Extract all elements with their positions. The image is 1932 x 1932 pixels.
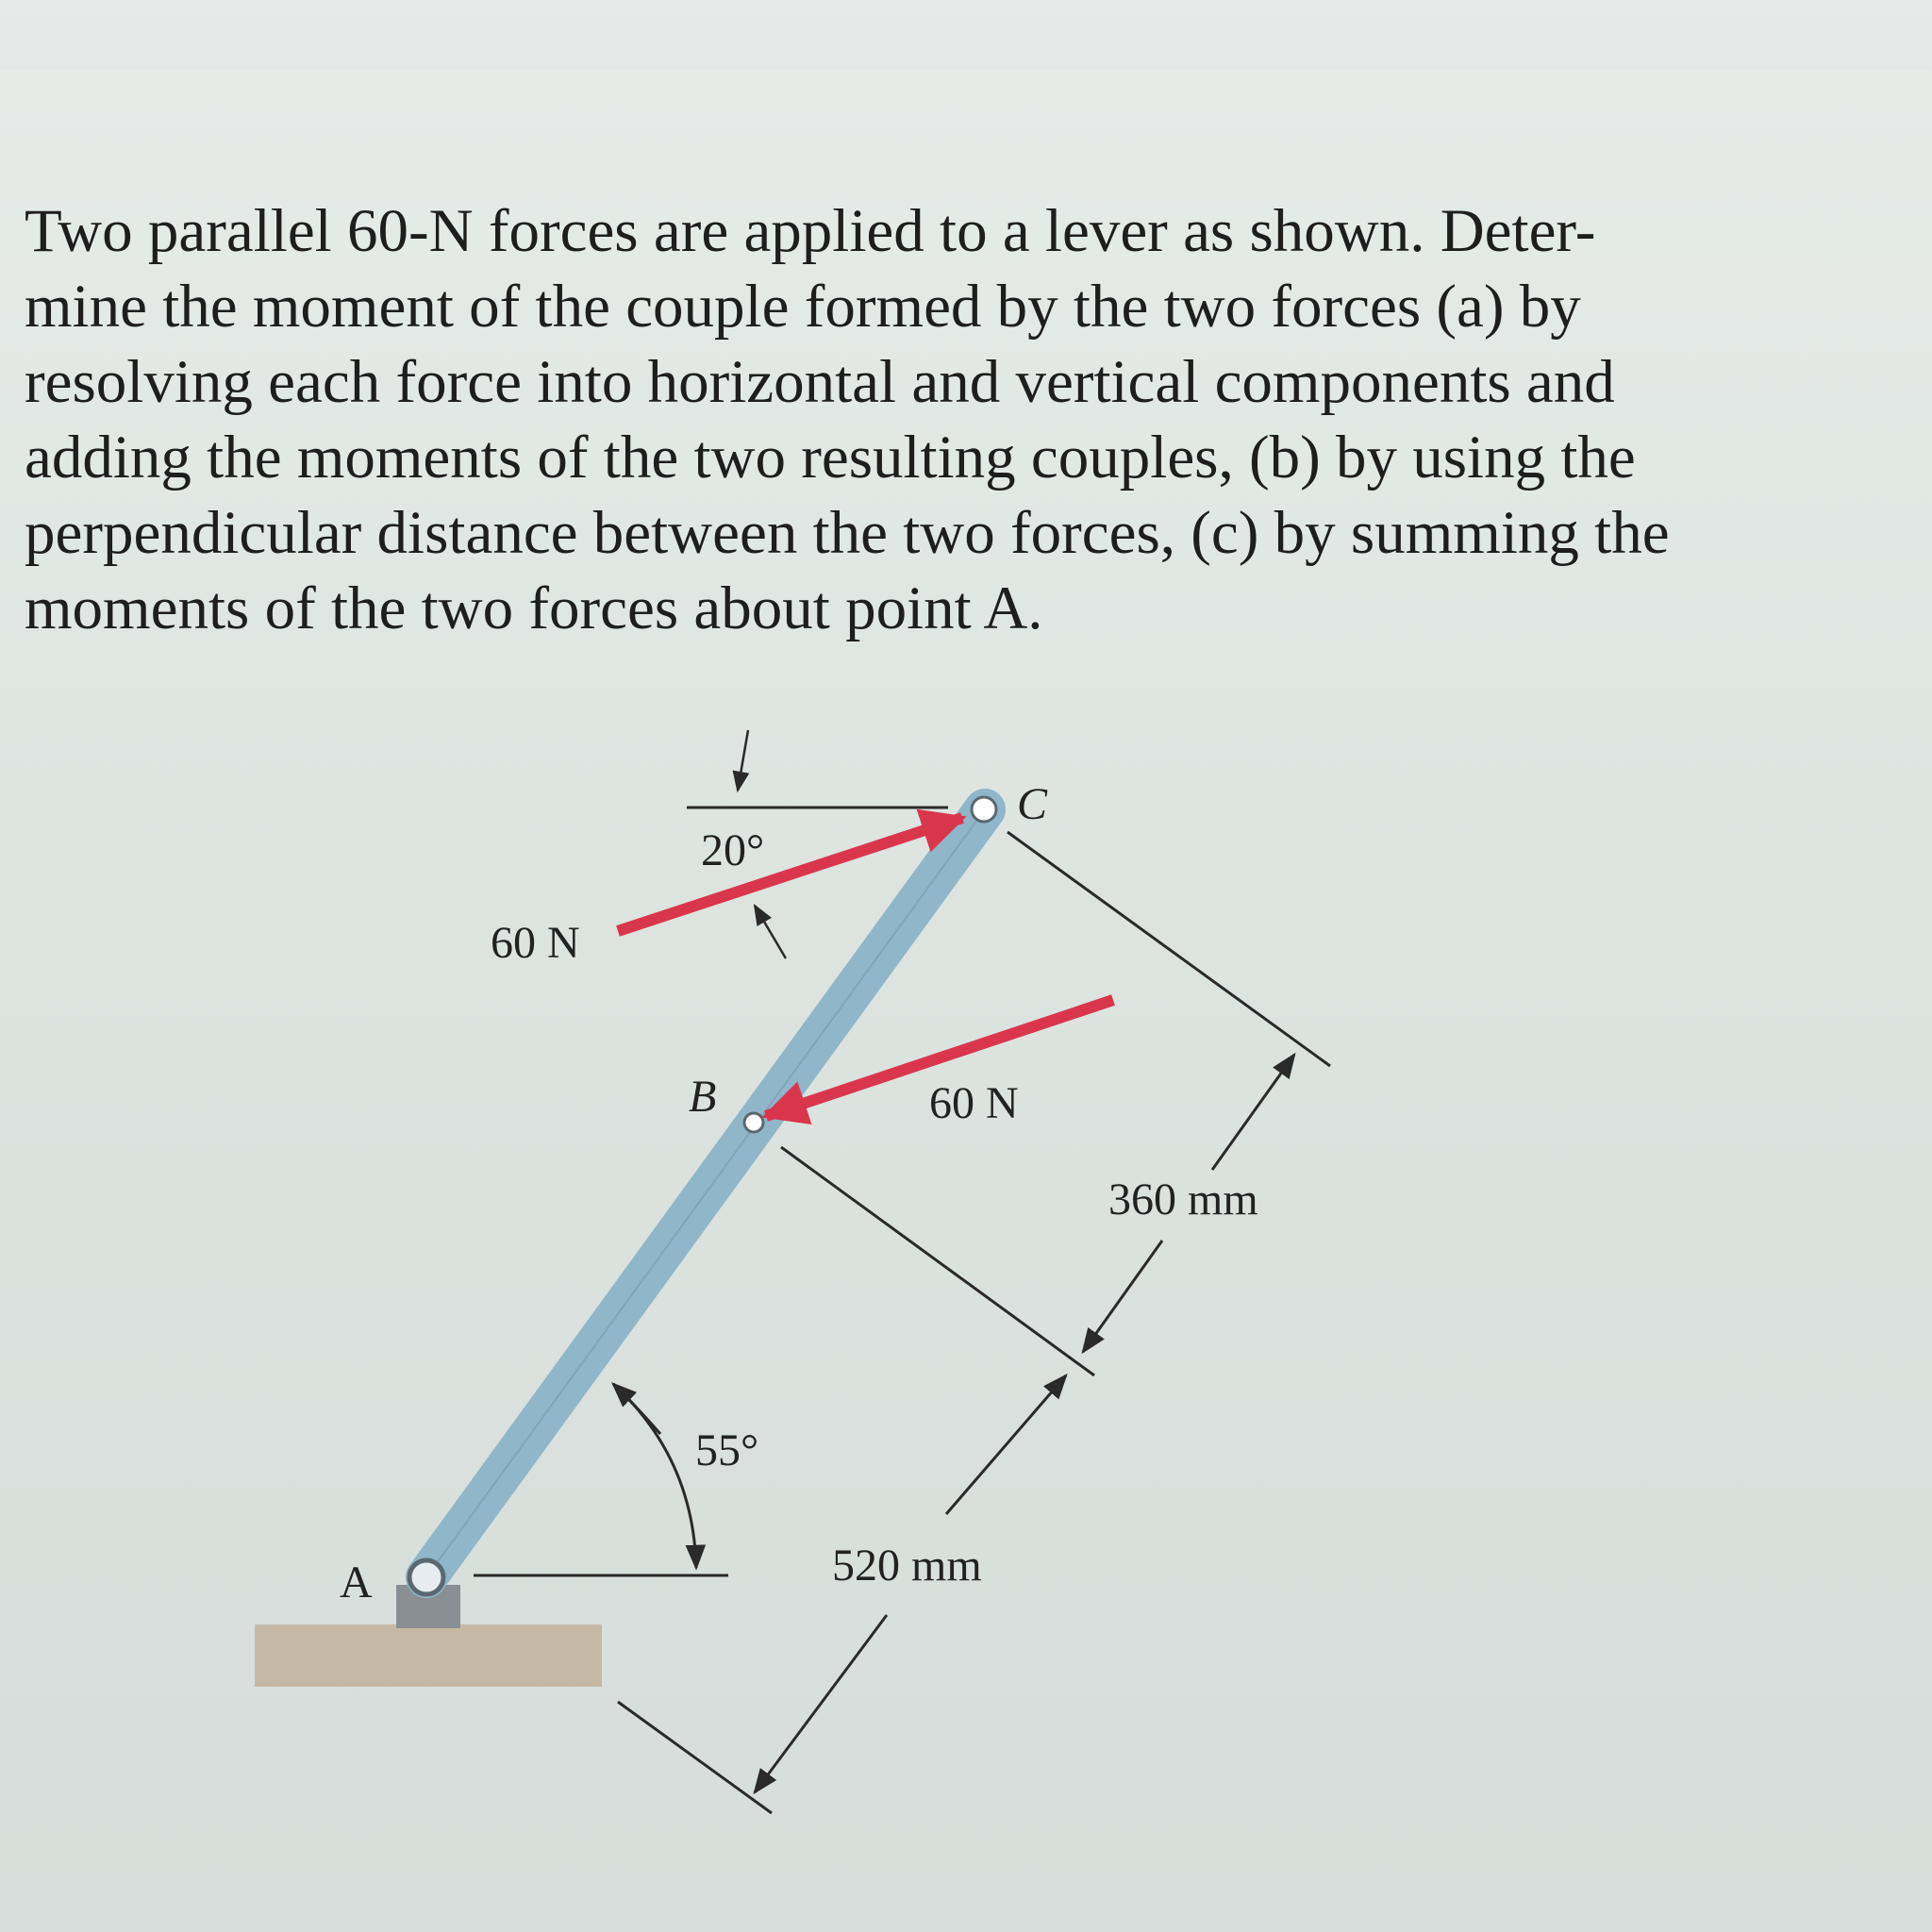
dim-520-lower	[755, 1615, 887, 1792]
pin-a	[409, 1560, 443, 1594]
dim-360-upper	[1212, 1055, 1294, 1170]
problem-line: perpendicular distance between the two forces, (c) by summing the	[25, 499, 1670, 567]
problem-line: resolving each force into horizontal and vertical components and	[25, 348, 1615, 416]
label-point-c: C	[1017, 779, 1048, 829]
label-dim-520: 520 mm	[832, 1541, 982, 1591]
label-angle-55: 55°	[695, 1425, 759, 1475]
label-force-c: 60 N	[491, 918, 580, 968]
problem-line: mine the moment of the couple formed by the two forces (a) by	[25, 273, 1581, 341]
extension-line-b	[781, 1147, 1094, 1375]
pin-b	[744, 1113, 763, 1132]
label-point-b: B	[689, 1072, 717, 1122]
problem-line: Two parallel 60-N forces are applied to a lever as shown. Deter-	[25, 197, 1596, 265]
angle-20-tick-bottom	[755, 906, 786, 958]
extension-line-c	[1008, 832, 1330, 1066]
problem-line: adding the moments of the two resulting couples, (b) by using the	[25, 424, 1636, 491]
pin-c	[972, 797, 996, 822]
label-force-b: 60 N	[929, 1078, 1019, 1128]
dim-520-upper	[946, 1375, 1066, 1514]
label-angle-20: 20°	[701, 825, 765, 875]
problem-line: moments of the two forces about point A.	[25, 575, 1043, 642]
ground-support	[255, 1624, 602, 1687]
angle-55-arc-start	[613, 1384, 660, 1434]
label-point-a: A	[340, 1557, 373, 1607]
label-dim-360: 360 mm	[1108, 1174, 1258, 1224]
angle-55-arc	[613, 1384, 696, 1568]
dim-360-lower	[1083, 1241, 1162, 1352]
angle-20-tick-top	[738, 730, 748, 791]
extension-line-a	[618, 1702, 772, 1813]
